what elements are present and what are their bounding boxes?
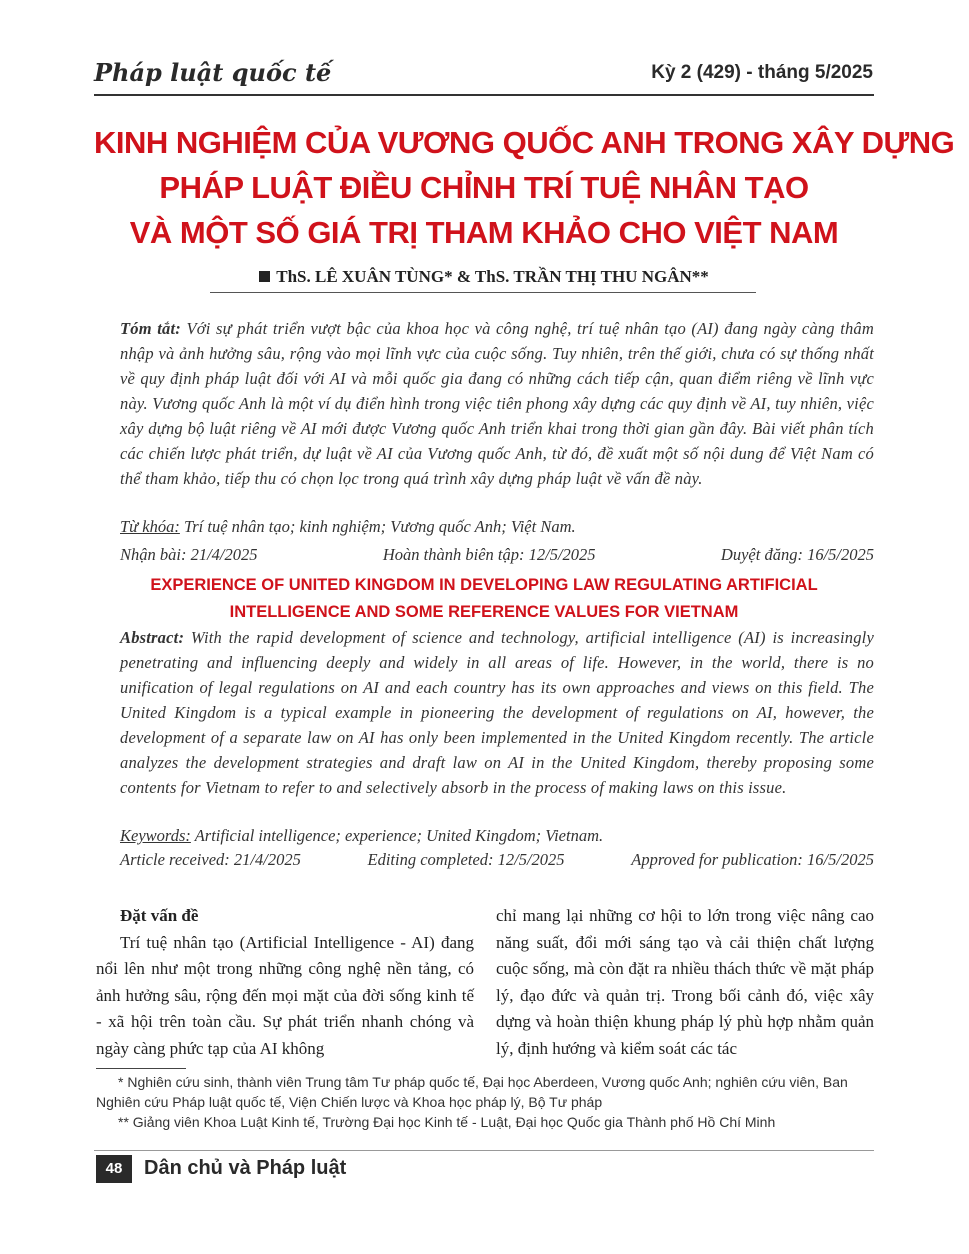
- keywords-text: Artificial intelligence; experience; United Kingdom; Vietnam.: [194, 826, 604, 845]
- body-paragraph: Trí tuệ nhân tạo (Artificial Intelligence - AI) đang nổi lên như một trong những công nghệ nền tảng, có ảnh hưởng sâu, rộng đến mọi mặt của đời sống kinh tế - xã hội trên toàn cầu. Sự phát triển nhanh chóng và ngày càng phức tạp của AI không: [96, 932, 474, 1058]
- edited-date: Editing completed: 12/5/2025: [367, 850, 565, 869]
- received-date: Nhận bài: 21/4/2025: [120, 545, 258, 564]
- page-number: 48: [96, 1155, 132, 1183]
- body-column-left: [96, 903, 474, 1062]
- abstract-en: [120, 625, 874, 800]
- section-name: Pháp luật quốc tế: [94, 58, 332, 87]
- keywords-en: [120, 826, 874, 846]
- dates-vi: [120, 545, 874, 565]
- footnotes: [96, 1072, 874, 1132]
- summary-text: Với sự phát triển vượt bậc của khoa học và công nghệ, trí tuệ nhân tạo (AI) đang ngày càng thâm nhập và ảnh hưởng sâu, rộng vào mọi lĩnh vực của cuộc sống. Tuy nhiên, trên thế giới, chưa có sự thống nhất về quy định pháp luật đối với AI và mỗi quốc gia đang có những cách tiếp cận, quan điểm riêng về lĩnh vực này. Vương quốc Anh là một ví dụ điển hình trong việc tiên phong xây dựng các quy định về AI, tuy nhiên, việc xây dựng bộ luật riêng về AI mới được Vương quốc Anh triển khai trong thời gian gần đây. Bài viết phân tích các chiến lược phát triển, dự luật về AI của Vương quốc Anh, từ đó, đề xuất một số nội dung để Việt Nam có thể tham khảo, tiếp thu có chọn lọc trong quá trình xây dựng pháp luật về vấn đề này.: [120, 319, 874, 488]
- header-divider: [94, 94, 874, 96]
- keywords-text: Trí tuệ nhân tạo; kinh nghiệm; Vương quốc Anh; Việt Nam.: [184, 517, 576, 536]
- abstract-text: With the rapid development of science and technology, artificial intelligence (AI) is increasingly penetrating and influencing deeply and widely in all areas of life. However, in the world, there is no unification of legal regulations on AI and each country has its own approaches and views on this field. The United Kingdom is a typical example in pioneering the development of regulations on AI, however, the development of a separate law on AI has only been implemented in the United Kingdom recently. The article analyzes the development strategies and draft law on AI in the United Kingdom, thereby proposing some contents for Vietnam to refer to and selectively absorb in the process of making laws on this issue.: [120, 628, 874, 797]
- footer-divider: [94, 1150, 874, 1151]
- english-title-line: INTELLIGENCE AND SOME REFERENCE VALUES FOR VIETNAM: [229, 603, 739, 621]
- article-title: [94, 120, 955, 255]
- author-underline: [210, 292, 756, 293]
- abstract-label: Abstract:: [120, 628, 185, 647]
- edited-date: Hoàn thành biên tập: 12/5/2025: [382, 545, 596, 564]
- keywords-vi: [120, 517, 874, 537]
- footnote: * Nghiên cứu sinh, thành viên Trung tâm Tư pháp quốc tế, Đại học Aberdeen, Vương quốc Anh; nghiên cứu viên, Ban Nghiên cứu Pháp luật quốc tế, Viện Chiến lược và Khoa học pháp lý, Bộ Tư pháp: [96, 1074, 848, 1110]
- title-line: VÀ MỘT SỐ GIÁ TRỊ THAM KHẢO CHO VIỆT NAM: [129, 215, 839, 250]
- section-heading: Đặt vấn đề: [120, 906, 199, 925]
- issue-info: Kỳ 2 (429) - tháng 5/2025: [651, 62, 873, 83]
- journal-name: Dân chủ và Pháp luật: [144, 1157, 347, 1179]
- title-line: PHÁP LUẬT ĐIỀU CHỈNH TRÍ TUỆ NHÂN TẠO: [159, 170, 809, 205]
- english-title: [94, 572, 874, 626]
- keywords-label: Keywords:: [120, 826, 191, 845]
- english-title-line: EXPERIENCE OF UNITED KINGDOM IN DEVELOPING LAW REGULATING ARTIFICIAL: [150, 576, 818, 594]
- summary-vi: [120, 316, 874, 491]
- received-date: Article received: 21/4/2025: [120, 850, 301, 869]
- authors: ThS. LÊ XUÂN TÙNG* & ThS. TRẦN THỊ THU NGÂN**: [276, 267, 709, 286]
- keywords-label: Từ khóa:: [120, 517, 180, 536]
- approved-date: Duyệt đăng: 16/5/2025: [720, 545, 874, 564]
- footnote-divider: [96, 1068, 186, 1069]
- summary-label: Tóm tắt:: [120, 319, 181, 338]
- footnote: ** Giảng viên Khoa Luật Kinh tế, Trường Đại học Kinh tế - Luật, Đại học Quốc gia Thành phố Hồ Chí Minh: [118, 1114, 776, 1130]
- title-line: KINH NGHIỆM CỦA VƯƠNG QUỐC ANH TRONG XÂY DỰNG: [94, 125, 955, 160]
- body-column-right: [496, 903, 874, 1062]
- square-bullet-icon: [259, 271, 270, 282]
- author-line: [94, 267, 874, 287]
- body-paragraph: chỉ mang lại những cơ hội to lớn trong việc nâng cao năng suất, đổi mới sáng tạo và cải thiện chất lượng cuộc sống, mà còn đặt ra nhiều thách thức về mặt pháp lý, đạo đức và quản trị. Trong bối cảnh đó, việc xây dựng và hoàn thiện khung pháp lý phù hợp nhằm quản lý, định hướng và kiểm soát các tác: [496, 906, 874, 1058]
- dates-en: [120, 850, 874, 870]
- approved-date: Approved for publication: 16/5/2025: [631, 850, 874, 869]
